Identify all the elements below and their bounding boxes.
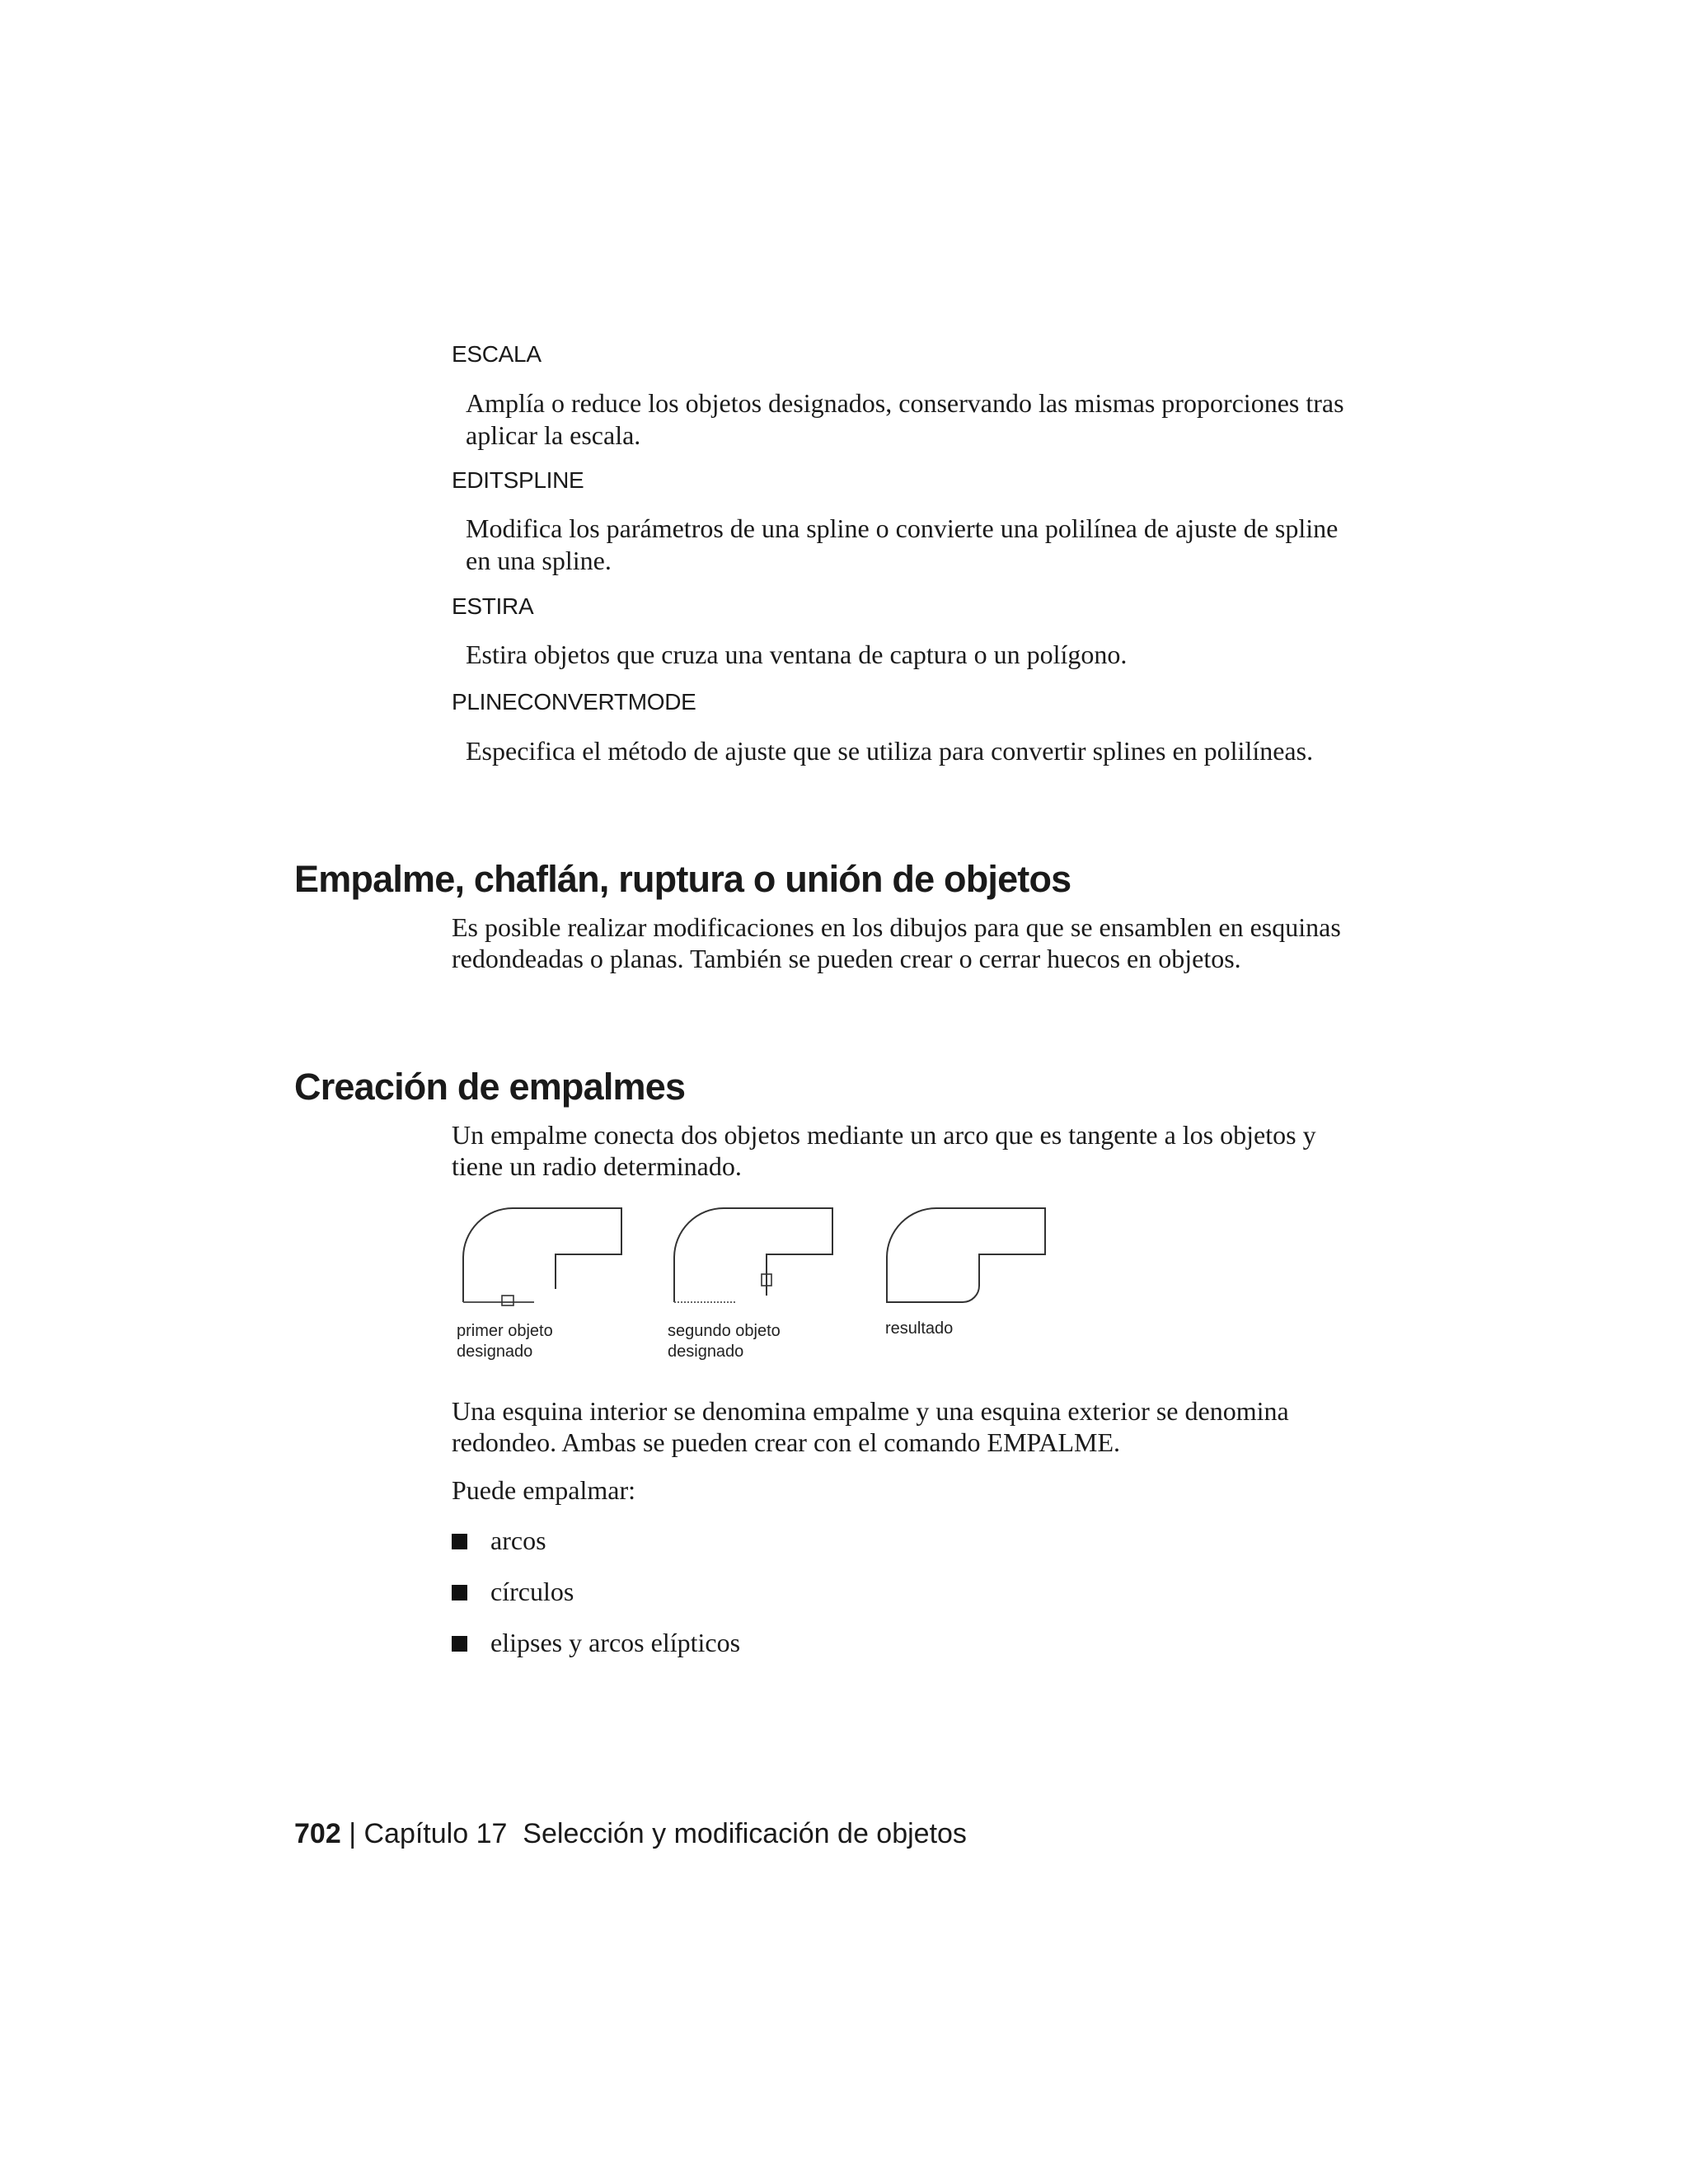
section-paragraph: Una esquina interior se denomina empalme y una esquina exterior se denomina redondeo. Ambas se pueden crear con el comando EMPALME. — [452, 1396, 1289, 1457]
square-bullet-icon — [452, 1585, 467, 1601]
second-object-drawing — [674, 1208, 832, 1302]
page-number: 702 — [294, 1818, 341, 1849]
chapter-title: Selección y modificación de objetos — [523, 1818, 967, 1849]
figure-caption-result: resultado — [885, 1319, 954, 1338]
definition-text: Especifica el método de ajuste que se utiliza para convertir splines en polilíneas. — [466, 736, 1314, 766]
figure-caption-first: primer objeto designado — [457, 1322, 553, 1361]
definition-term: ESTIRA — [452, 593, 534, 619]
square-bullet-icon — [452, 1534, 467, 1549]
definition-text: Amplía o reduce los objetos designados, conservando las mismas proporciones tras aplicar la escala. — [466, 388, 1344, 450]
section-paragraph: Un empalme conecta dos objetos mediante un arco que es tangente a los objetos y tiene un radio determinado. — [452, 1120, 1316, 1181]
definition-term: EDITSPLINE — [452, 467, 584, 493]
section-paragraph: Puede empalmar: — [452, 1475, 636, 1505]
section-heading: Empalme, chaflán, ruptura o unión de objetos — [294, 858, 1071, 900]
chapter-label: Capítulo 17 — [363, 1818, 508, 1849]
definition-text: Modifica los parámetros de una spline o convierte una polilínea de ajuste de spline en una spline. — [466, 513, 1339, 575]
section-paragraph: Es posible realizar modificaciones en los dibujos para que se ensamblen en esquinas redondeadas o planas. También se pueden crear o cerrar huecos en objetos. — [452, 912, 1341, 973]
footer-separator: | — [349, 1818, 357, 1849]
page-footer — [294, 1816, 967, 1851]
fillet-figure — [452, 1202, 1062, 1375]
fillet-diagram — [452, 1202, 1062, 1317]
section-heading: Creación de empalmes — [294, 1066, 686, 1108]
definition-term: ESCALA — [452, 341, 542, 367]
result-drawing — [887, 1208, 1045, 1302]
definition-term: PLINECONVERTMODE — [452, 689, 696, 715]
definition-text: Estira objetos que cruza una ventana de captura o un polígono. — [466, 640, 1128, 669]
figure-caption-second: segundo objeto designado — [668, 1322, 781, 1361]
square-bullet-icon — [452, 1636, 467, 1652]
first-object-drawing — [463, 1208, 621, 1305]
